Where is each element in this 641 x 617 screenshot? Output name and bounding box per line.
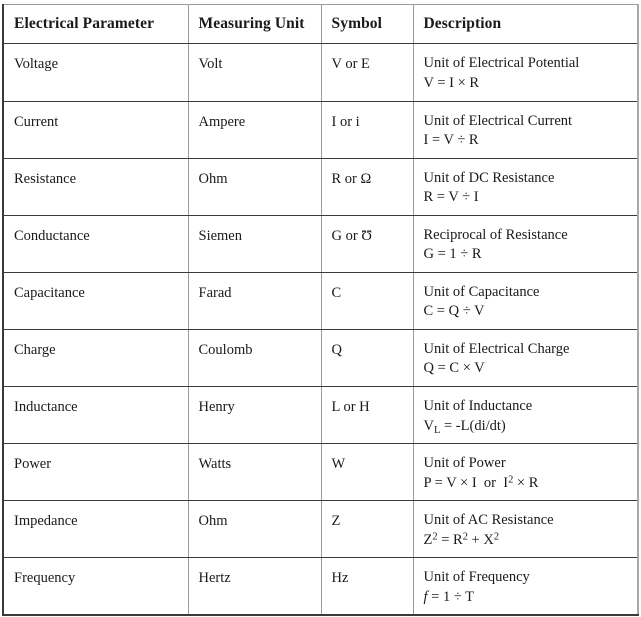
column-header-description <box>413 5 638 44</box>
cell-symbol <box>321 329 413 386</box>
formula-text: C = Q ÷ V <box>423 303 485 320</box>
unit-text: Watts <box>198 456 232 473</box>
cell-unit <box>188 158 321 215</box>
symbol-text: Q <box>331 341 342 358</box>
description-text: Unit of Electrical Current <box>423 112 573 129</box>
symbol-text: I or i <box>331 113 360 130</box>
table-row <box>3 558 638 616</box>
description-text: Unit of Electrical Potential <box>423 55 580 72</box>
cell-symbol <box>321 101 413 158</box>
table-row <box>3 215 638 272</box>
table-row <box>3 501 638 558</box>
formula-text: Q = C × V <box>423 360 485 377</box>
cell-description <box>413 158 638 215</box>
parameter-text: Conductance <box>14 227 90 244</box>
formula-text: $V_L = -L(di/dt)$ <box>423 417 506 436</box>
formula-text: R = V ÷ I <box>423 189 479 206</box>
formula-text: $Z^2 = R^2 + X^2$ <box>423 531 500 548</box>
parameter-text: Frequency <box>14 570 76 587</box>
parameter-text: Resistance <box>14 170 77 187</box>
unit-text: Hertz <box>198 570 231 587</box>
description-text: Unit of Inductance <box>423 398 533 415</box>
column-header-symbol <box>321 5 413 44</box>
formula-text: V = I × R <box>423 75 480 92</box>
description-text: Unit of DC Resistance <box>423 169 555 186</box>
unit-text: Ohm <box>198 513 228 530</box>
cell-unit <box>188 101 321 158</box>
parameter-text: Voltage <box>14 56 59 73</box>
cell-unit <box>188 501 321 558</box>
cell-symbol <box>321 444 413 501</box>
cell-parameter <box>3 215 188 272</box>
symbol-text: C <box>331 284 342 301</box>
cell-description <box>413 501 638 558</box>
parameter-text: Inductance <box>14 399 78 416</box>
cell-symbol <box>321 158 413 215</box>
cell-unit <box>188 387 321 444</box>
cell-description <box>413 387 638 444</box>
cell-parameter <box>3 158 188 215</box>
symbol-text: R or Ω <box>331 170 372 187</box>
table-header-row <box>3 5 638 44</box>
electrical-parameters-table-container <box>2 4 637 616</box>
parameter-text: Impedance <box>14 513 78 530</box>
cell-symbol <box>321 387 413 444</box>
description-text: Unit of AC Resistance <box>423 512 554 529</box>
cell-unit <box>188 272 321 329</box>
unit-text: Henry <box>198 399 235 416</box>
cell-unit <box>188 215 321 272</box>
cell-description <box>413 44 638 101</box>
cell-description <box>413 272 638 329</box>
description-text: Unit of Power <box>423 455 506 472</box>
formula-text: P = V × I or $I^2 \times R$ <box>423 474 539 491</box>
table-row <box>3 101 638 158</box>
cell-unit <box>188 329 321 386</box>
table-row <box>3 329 638 386</box>
cell-description <box>413 101 638 158</box>
parameter-text: Charge <box>14 341 56 358</box>
formula-text: G = 1 ÷ R <box>423 246 482 263</box>
cell-description <box>413 558 638 616</box>
symbol-text: G or Ʊ <box>331 227 373 244</box>
unit-text: Siemen <box>198 227 242 244</box>
cell-parameter <box>3 501 188 558</box>
description-text: Unit of Frequency <box>423 569 530 586</box>
description-text: Unit of Capacitance <box>423 283 540 300</box>
cell-description <box>413 215 638 272</box>
unit-text: Volt <box>198 56 223 73</box>
cell-parameter <box>3 444 188 501</box>
symbol-text: L or H <box>331 399 370 416</box>
symbol-text: Z <box>331 513 341 530</box>
cell-parameter <box>3 44 188 101</box>
unit-text: Farad <box>198 284 232 301</box>
formula-text: I = V ÷ R <box>423 132 479 149</box>
parameter-text: Current <box>14 113 59 130</box>
symbol-text: Hz <box>331 570 349 587</box>
table-row <box>3 387 638 444</box>
cell-symbol <box>321 558 413 616</box>
column-header-label: Electrical Parameter <box>14 15 155 32</box>
table-row <box>3 44 638 101</box>
cell-description <box>413 329 638 386</box>
cell-parameter <box>3 272 188 329</box>
description-text: Unit of Electrical Charge <box>423 340 570 357</box>
formula-text: f = 1 ÷ T <box>423 588 475 605</box>
cell-symbol <box>321 272 413 329</box>
cell-parameter <box>3 558 188 616</box>
electrical-parameters-table <box>2 4 639 616</box>
cell-symbol <box>321 44 413 101</box>
table-row <box>3 272 638 329</box>
parameter-text: Power <box>14 456 52 473</box>
unit-text: Coulomb <box>198 341 253 358</box>
cell-symbol <box>321 501 413 558</box>
cell-unit <box>188 444 321 501</box>
table-row <box>3 158 638 215</box>
cell-description <box>413 444 638 501</box>
cell-unit <box>188 558 321 616</box>
cell-parameter <box>3 101 188 158</box>
table-row <box>3 444 638 501</box>
column-header-measuring-unit <box>188 5 321 44</box>
unit-text: Ampere <box>198 113 246 130</box>
cell-unit <box>188 44 321 101</box>
description-text: Reciprocal of Resistance <box>423 226 568 243</box>
column-header-label: Symbol <box>331 15 383 32</box>
parameter-text: Capacitance <box>14 284 85 301</box>
column-header-electrical-parameter <box>3 5 188 44</box>
symbol-text: W <box>331 456 346 473</box>
table-body <box>3 44 638 615</box>
cell-parameter <box>3 329 188 386</box>
symbol-text: V or E <box>331 56 370 73</box>
cell-parameter <box>3 387 188 444</box>
column-header-label: Measuring Unit <box>198 15 305 32</box>
column-header-label: Description <box>423 15 502 32</box>
unit-text: Ohm <box>198 170 228 187</box>
cell-symbol <box>321 215 413 272</box>
